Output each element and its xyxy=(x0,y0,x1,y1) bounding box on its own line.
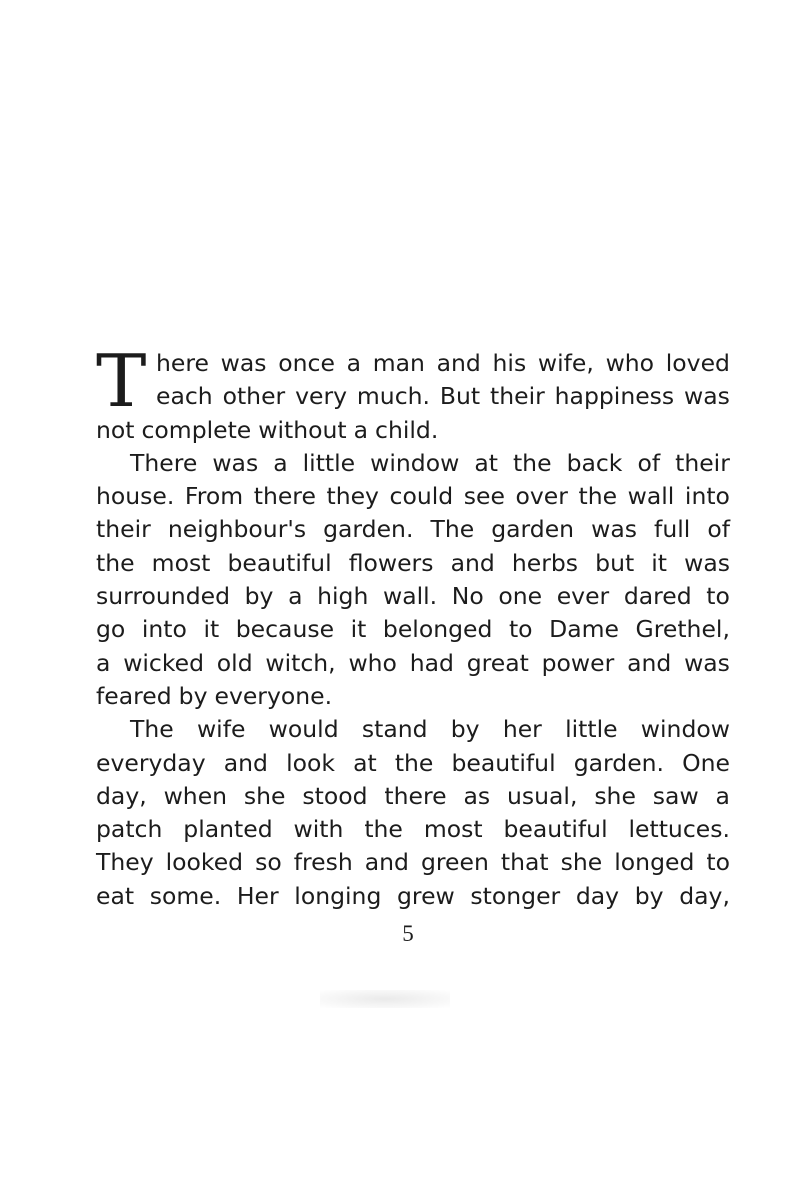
text-line xyxy=(96,480,730,513)
word: garden xyxy=(491,515,575,544)
text-line xyxy=(96,580,730,613)
word: without xyxy=(258,415,347,444)
word: stand xyxy=(361,715,428,744)
word: a xyxy=(346,349,362,377)
word: her xyxy=(502,715,542,744)
word: and xyxy=(627,648,672,677)
word: and xyxy=(450,548,495,577)
word: the xyxy=(394,748,434,777)
word: wall. xyxy=(382,582,438,611)
word: usual, xyxy=(507,781,578,810)
word: longing xyxy=(294,881,382,910)
story-text xyxy=(96,339,730,913)
text-line xyxy=(96,647,730,680)
word: the xyxy=(364,815,403,844)
word: wall xyxy=(627,482,675,511)
word: man xyxy=(372,349,425,377)
word: complete xyxy=(141,415,252,444)
word: it xyxy=(651,548,668,577)
text-line xyxy=(96,414,730,447)
word: see xyxy=(463,482,505,511)
word: Her xyxy=(236,881,279,910)
word: looked xyxy=(165,848,244,877)
word: belonged xyxy=(382,615,493,644)
word: but xyxy=(595,548,635,577)
word: she xyxy=(560,848,603,877)
drop-cap-letter: T xyxy=(96,339,147,423)
word: No xyxy=(451,582,484,611)
text-line xyxy=(96,747,730,780)
word: everyday xyxy=(96,748,206,777)
word: little xyxy=(302,448,356,477)
word: neighbour's xyxy=(167,515,307,544)
word: herbs xyxy=(511,548,579,577)
word: was xyxy=(684,648,730,677)
word: a xyxy=(96,648,111,677)
word: Dame xyxy=(549,615,619,644)
word: power xyxy=(541,648,615,677)
text-line xyxy=(96,447,730,480)
word: day, xyxy=(679,881,730,910)
word: was xyxy=(591,515,637,544)
word: there xyxy=(253,482,316,511)
word: that xyxy=(500,848,549,877)
word: beautiful xyxy=(451,748,556,777)
word: at xyxy=(474,448,498,477)
word: flowers xyxy=(348,548,434,577)
word: planted xyxy=(183,815,273,844)
word: little xyxy=(565,715,618,744)
word: full xyxy=(654,515,691,544)
word: was xyxy=(684,548,730,577)
word: They xyxy=(96,848,154,877)
text-line xyxy=(96,713,730,746)
word: ever xyxy=(556,582,610,611)
text-line xyxy=(96,547,730,580)
word: there xyxy=(384,781,447,810)
text-line xyxy=(96,880,730,913)
word: The xyxy=(430,515,475,544)
word: and xyxy=(436,349,481,377)
word: was xyxy=(220,349,267,377)
word: each xyxy=(156,382,213,411)
paper-smudge xyxy=(320,990,450,1008)
word: would xyxy=(268,715,339,744)
word: who xyxy=(605,349,655,377)
word: not xyxy=(96,415,135,444)
word: by xyxy=(178,681,208,710)
word: go xyxy=(96,615,126,644)
word: green xyxy=(421,848,489,877)
word: to xyxy=(508,615,533,644)
word: their xyxy=(96,515,151,544)
word: most xyxy=(151,548,211,577)
word: the xyxy=(512,448,552,477)
word: look xyxy=(286,748,335,777)
word: so xyxy=(255,848,282,877)
word: as xyxy=(463,781,491,810)
word: by xyxy=(450,715,480,744)
text-line xyxy=(96,513,730,546)
word: One xyxy=(682,748,730,777)
word: The xyxy=(130,715,174,744)
word: most xyxy=(423,815,483,844)
word: some. xyxy=(149,881,222,910)
word: it xyxy=(350,615,367,644)
word: saw xyxy=(652,781,699,810)
word: happiness xyxy=(554,382,675,411)
word: beautiful xyxy=(227,548,332,577)
word: here xyxy=(156,349,209,377)
word: feared xyxy=(96,681,172,710)
word: the xyxy=(96,548,135,577)
word: was xyxy=(684,382,730,411)
word: window xyxy=(370,448,460,477)
text-line xyxy=(96,613,730,646)
word: a xyxy=(288,582,303,611)
word: their xyxy=(675,448,730,477)
text-line xyxy=(96,846,730,879)
word: by xyxy=(634,881,664,910)
word: because xyxy=(235,615,335,644)
word: she xyxy=(594,781,636,810)
word: they xyxy=(326,482,379,511)
word: had xyxy=(409,648,454,677)
word: once xyxy=(278,349,335,377)
text-line xyxy=(96,680,730,713)
word: garden. xyxy=(323,515,414,544)
word: child. xyxy=(375,415,439,444)
word: house. xyxy=(96,482,175,511)
word: high xyxy=(317,582,369,611)
word: one xyxy=(498,582,543,611)
word: day, xyxy=(96,781,147,810)
word: to xyxy=(706,582,730,611)
word: day xyxy=(575,881,620,910)
word: a xyxy=(353,415,369,444)
word: the xyxy=(578,482,618,511)
word: loved xyxy=(665,349,730,377)
word: wicked xyxy=(123,648,205,677)
word: their xyxy=(490,382,545,411)
word: was xyxy=(212,448,259,477)
word: by xyxy=(244,582,274,611)
text-line xyxy=(96,813,730,846)
word: dared xyxy=(623,582,692,611)
word: stonger xyxy=(470,881,561,910)
word: lettuces. xyxy=(628,815,730,844)
word: other xyxy=(222,382,286,411)
word: From xyxy=(184,482,244,511)
word: everyone. xyxy=(214,681,333,710)
word: witch, xyxy=(265,648,336,677)
word: his xyxy=(492,349,527,377)
word: who xyxy=(348,648,397,677)
word: of xyxy=(707,515,730,544)
word: Grethel, xyxy=(635,615,730,644)
word: wife, xyxy=(537,349,594,377)
word: wife xyxy=(196,715,246,744)
word: into xyxy=(684,482,730,511)
page-number: 5 xyxy=(402,921,414,946)
word: at xyxy=(353,748,377,777)
word: a xyxy=(715,781,730,810)
word: and xyxy=(364,848,409,877)
word: But xyxy=(439,382,481,411)
word: There xyxy=(130,448,198,477)
word: when xyxy=(163,781,228,810)
word: great xyxy=(466,648,529,677)
word: garden. xyxy=(573,748,665,777)
word: surrounded xyxy=(96,582,230,611)
word: over xyxy=(515,482,568,511)
word: with xyxy=(293,815,344,844)
word: and xyxy=(223,748,268,777)
word: to xyxy=(706,848,730,877)
word: could xyxy=(389,482,454,511)
word: of xyxy=(637,448,661,477)
word: very xyxy=(295,382,348,411)
text-line xyxy=(96,380,730,413)
word: much. xyxy=(356,382,430,411)
word: window xyxy=(640,715,730,744)
word: eat xyxy=(96,881,135,910)
word: longed xyxy=(614,848,695,877)
word: back xyxy=(566,448,623,477)
word: it xyxy=(203,615,220,644)
word: fresh xyxy=(293,848,353,877)
word: grew xyxy=(397,881,455,910)
word: into xyxy=(141,615,187,644)
word: patch xyxy=(96,815,163,844)
word: a xyxy=(273,448,288,477)
word: beautiful xyxy=(503,815,608,844)
text-line xyxy=(96,347,730,380)
word: old xyxy=(216,648,253,677)
text-line xyxy=(96,780,730,813)
word: stood xyxy=(302,781,368,810)
word: she xyxy=(243,781,286,810)
